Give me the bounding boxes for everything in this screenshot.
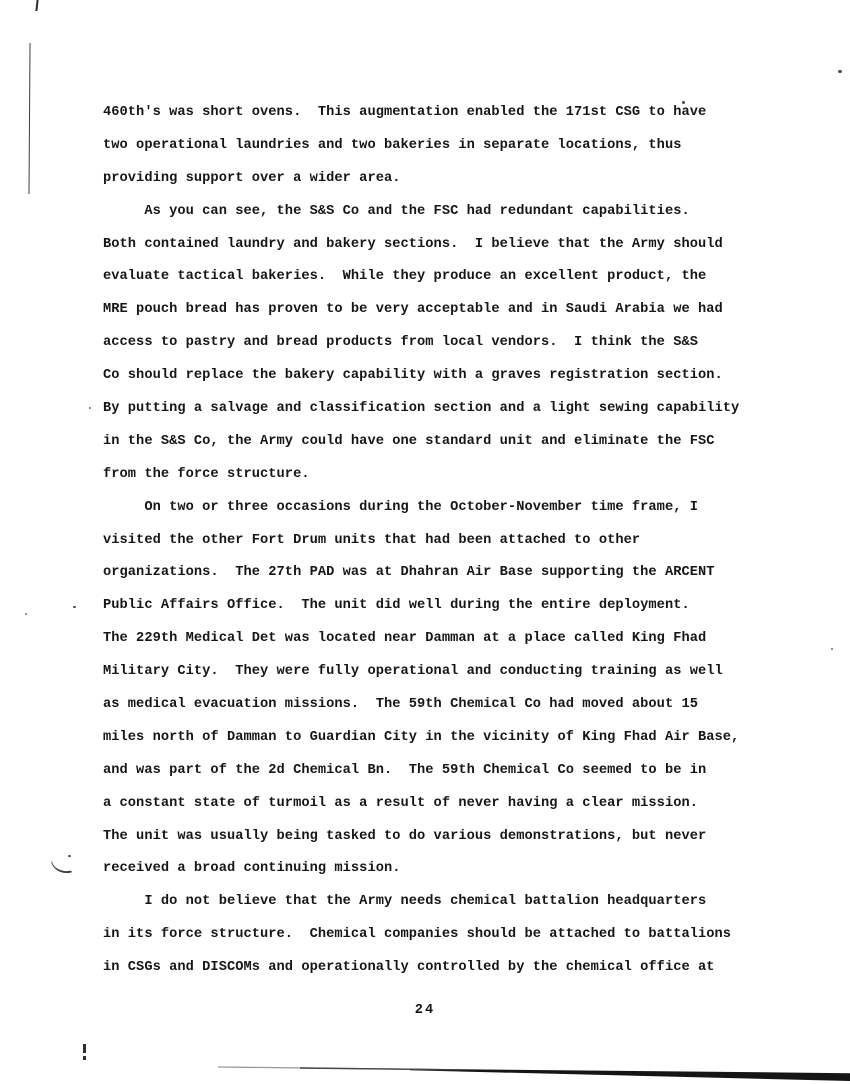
text-line: in its force structure. Chemical companies should be attached to battalions [103, 927, 732, 943]
text-line: Co should replace the bakery capability with a graves registration section. [103, 368, 723, 384]
text-line: providing support over a wider area. [103, 170, 401, 186]
text-line: 460th's was short ovens. This augmentation enabled the 171st CSG to have [103, 105, 707, 120]
text-line: MRE pouch bread has proven to be very acceptable and in Saudi Arabia we had [103, 302, 723, 318]
text-line: I do not believe that the Army needs chemical battalion headquarters [103, 894, 707, 910]
text-line: visited the other Fort Drum units that had been attached to other [103, 532, 641, 548]
scan-artifact-speck [68, 855, 71, 857]
document-text [103, 97, 739, 985]
scan-artifact-pen-hook [51, 859, 72, 876]
text-line: evaluate tactical bakeries. While they produce an excellent product, the [103, 269, 707, 285]
page-number: 24 [414, 1003, 436, 1018]
text-line: Military City. They were fully operational and conducting training as well [103, 664, 723, 680]
text-line: As you can see, the S&S Co and the FSC had redundant capabilities. [103, 203, 690, 219]
text-line: and was part of the 2d Chemical Bn. The 59th Chemical Co seemed to be in [103, 762, 707, 778]
scan-artifact-exclamation-mark [83, 1044, 86, 1053]
scan-artifact-speck [73, 606, 76, 608]
text-line: The unit was usually being tasked to do various demonstrations, but never [103, 828, 707, 844]
text-line: By putting a salvage and classification section and a light sewing capability [103, 401, 740, 417]
text-line: as medical evacuation missions. The 59th Chemical Co had moved about 15 [103, 697, 698, 713]
text-line: The 229th Medical Det was located near Damman at a place called King Fhad [103, 631, 707, 647]
text-line: On two or three occasions during the October-November time frame, I [103, 499, 698, 515]
text-line: from the force structure. [103, 466, 310, 482]
scan-artifact-speck [838, 70, 842, 73]
text-line: Public Affairs Office. The unit did well during the entire deployment. [103, 598, 690, 614]
scan-artifact-speck [831, 648, 833, 650]
text-line: organizations. The 27th PAD was at Dhahran Air Base supporting the ARCENT [103, 565, 715, 581]
text-line: received a broad continuing mission. [103, 861, 401, 877]
text-line: access to pastry and bread products from local vendors. I think the S&S [103, 335, 698, 351]
text-line: in CSGs and DISCOMs and operationally controlled by the chemical office at [103, 960, 715, 976]
scan-artifact-speck [25, 613, 27, 615]
scan-artifact-speck [89, 407, 91, 409]
text-line: in the S&S Co, the Army could have one standard unit and eliminate the FSC [103, 433, 715, 449]
text-line: two operational laundries and two bakeries in separate locations, thus [103, 137, 682, 153]
text-line: Both contained laundry and bakery sections. I believe that the Army should [103, 236, 723, 252]
scan-artifact-exclamation-mark [83, 1056, 86, 1060]
text-line: miles north of Damman to Guardian City in the vicinity of King Fhad Air Base, [103, 729, 740, 745]
scan-artifact-top-tick [35, 0, 38, 11]
scan-artifact-vertical-line [28, 43, 30, 194]
text-line: a constant state of turmoil as a result of never having a clear mission. [103, 795, 698, 811]
